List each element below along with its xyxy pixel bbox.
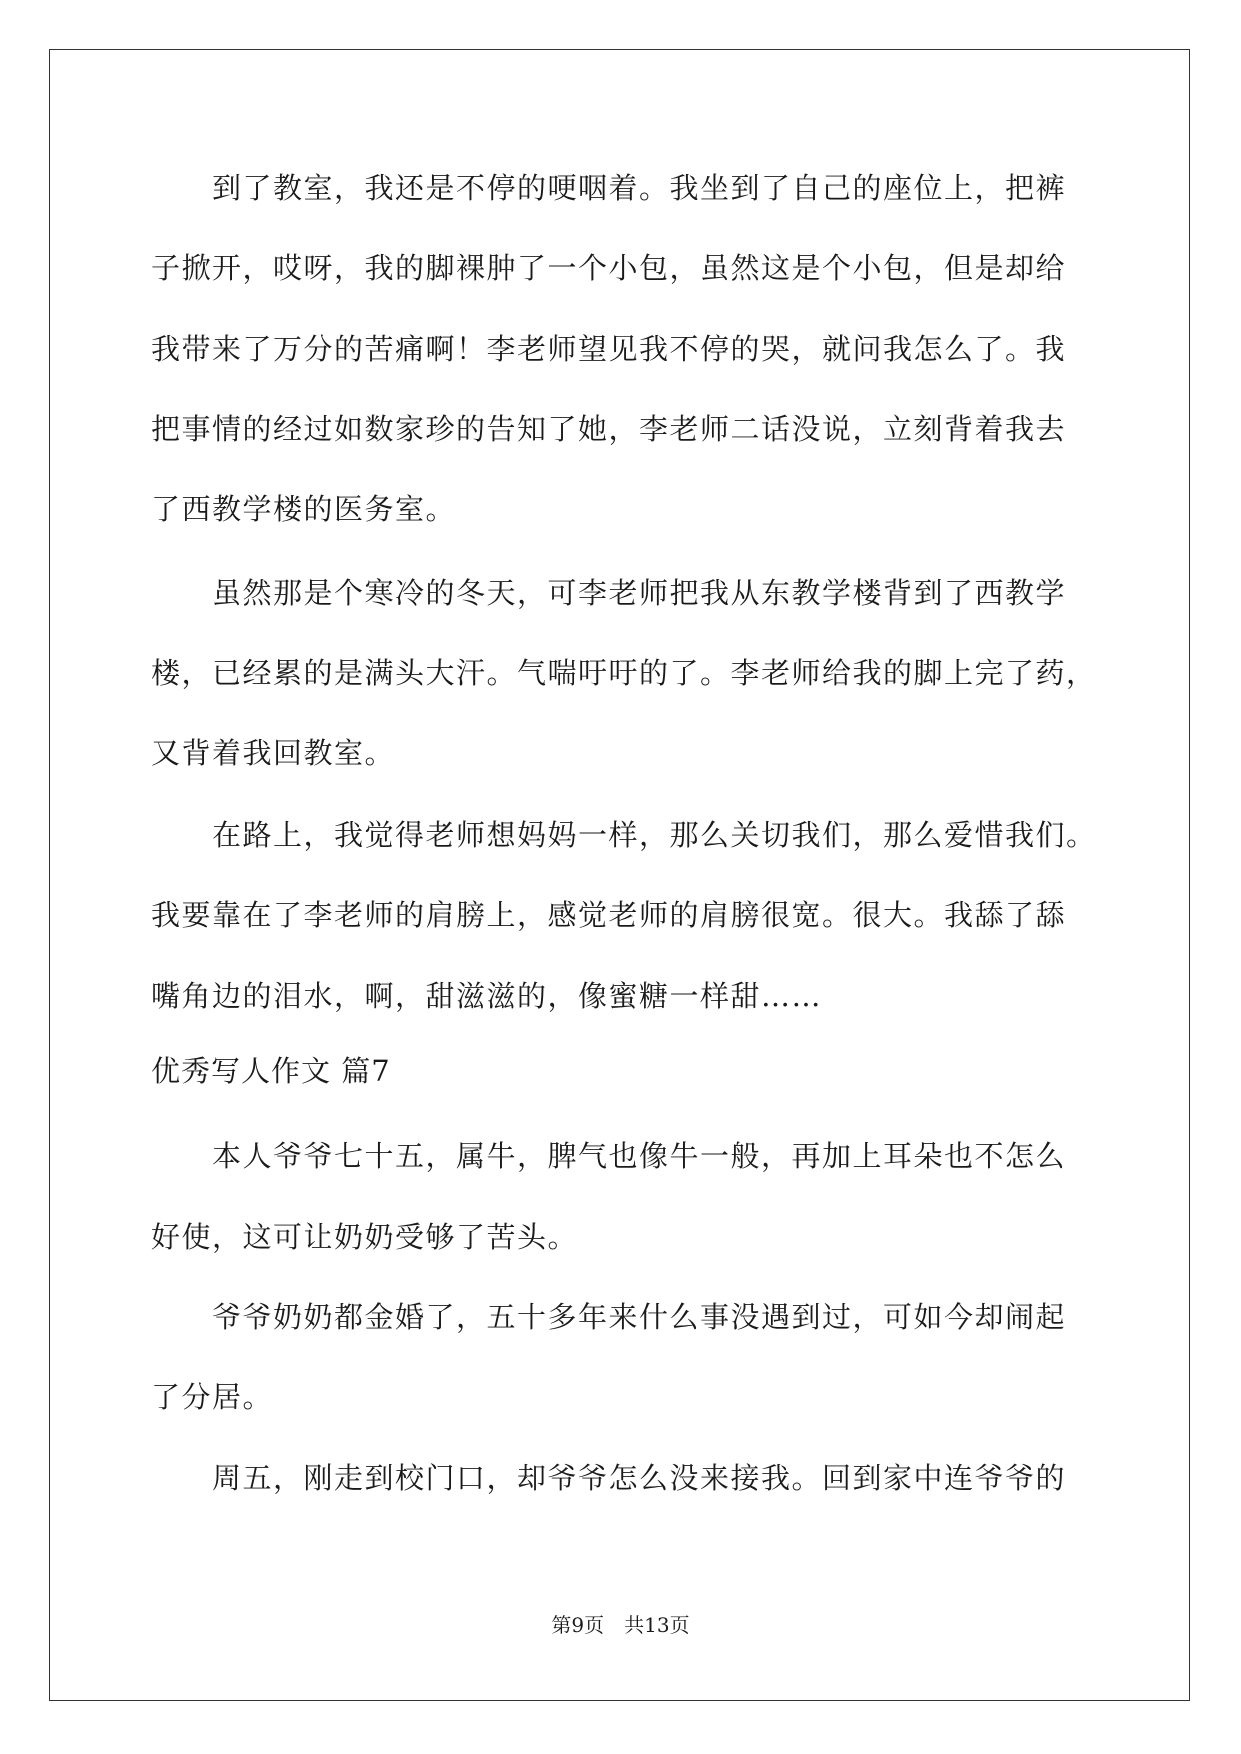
text-line: 在路上，我觉得老师想妈妈一样，那么关切我们，那么爱惜我们。 [151,818,1097,852]
text-line: 爷爷奶奶都金婚了，五十多年来什么事没遇到过，可如今却闹起 [151,1300,1067,1334]
section-heading: 优秀写人作文 篇7 [151,1054,391,1088]
text-line: 好使，这可让奶奶受够了苦头。 [151,1220,579,1254]
page-number-footer: 第9页 共13页 [551,1613,690,1637]
text-line: 了西教学楼的医务室。 [151,492,457,526]
text-line: 楼，已经累的是满头大汗。气喘吁吁的了。李老师给我的脚上完了药， [151,656,1097,690]
text-line: 把事情的经过如数家珍的告知了她，李老师二话没说，立刻背着我去 [151,412,1067,446]
text-line: 又背着我回教室。 [151,736,396,770]
text-line: 本人爷爷七十五，属牛，脾气也像牛一般，再加上耳朵也不怎么 [151,1139,1067,1173]
text-line: 虽然那是个寒冷的冬天，可李老师把我从东教学楼背到了西教学 [151,576,1067,610]
text-line: 我带来了万分的苦痛啊！李老师望见我不停的哭，就问我怎么了。我 [151,332,1067,366]
page-border [49,49,1190,1701]
text-line: 子掀开，哎呀，我的脚裸肿了一个小包，虽然这是个小包，但是却给 [151,251,1067,285]
text-line: 嘴角边的泪水，啊，甜滋滋的，像蜜糖一样甜…… [151,979,823,1013]
text-line: 到了教室，我还是不停的哽咽着。我坐到了自己的座位上，把裤 [151,171,1067,205]
text-line: 我要靠在了李老师的肩膀上，感觉老师的肩膀很宽。很大。我舔了舔 [151,898,1067,932]
text-line: 了分居。 [151,1380,274,1414]
text-line: 周五，刚走到校门口，却爷爷怎么没来接我。回到家中连爷爷的 [151,1461,1067,1495]
